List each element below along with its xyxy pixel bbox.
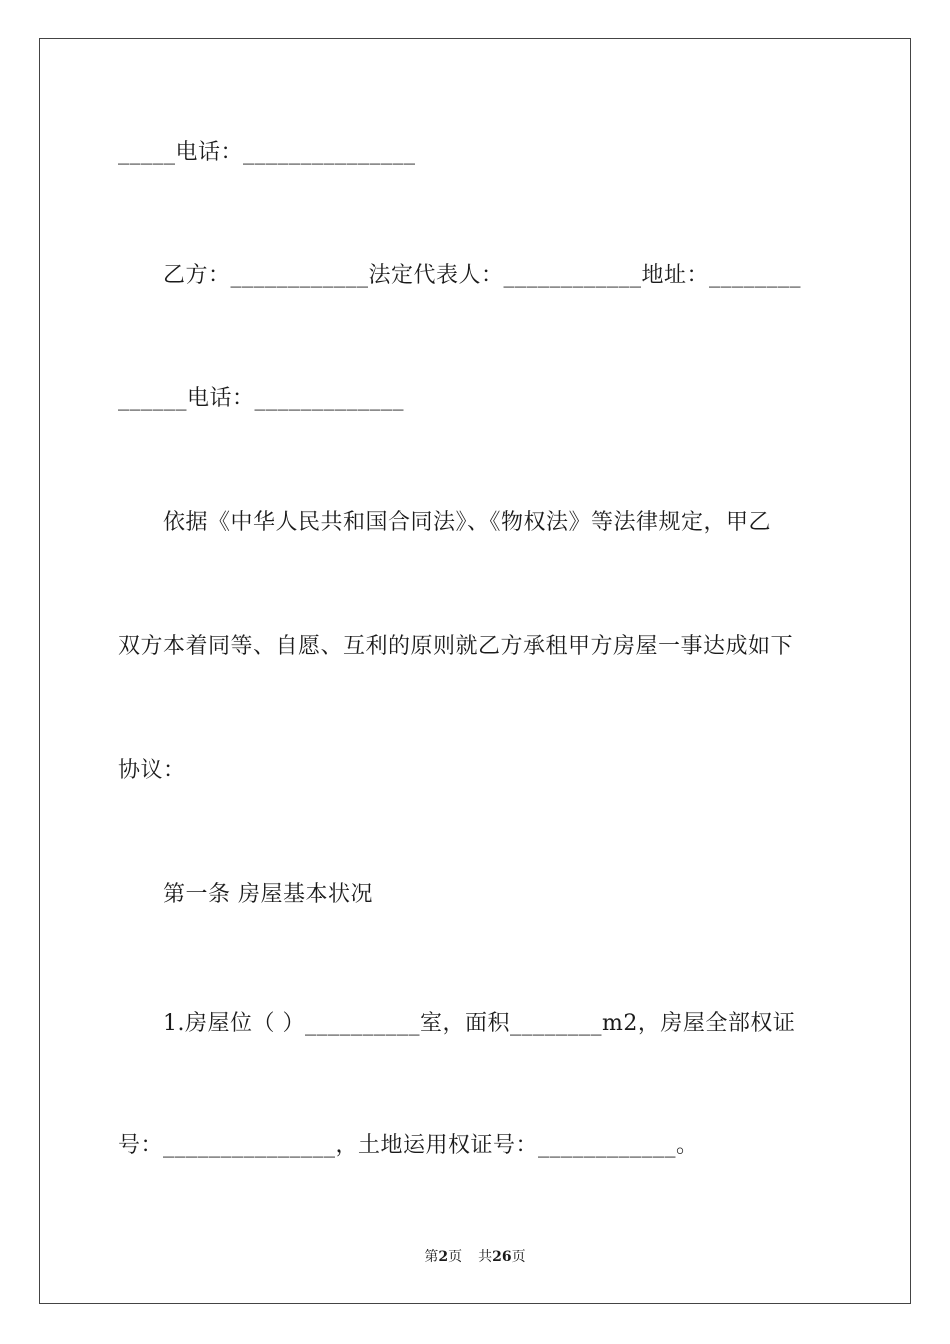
footer-total-suffix: 页 xyxy=(511,1249,526,1265)
footer-total-prefix: 共 xyxy=(478,1249,493,1265)
article-one-heading: 第一条 房屋基本状况 xyxy=(163,882,373,907)
footer-page-number: 2 xyxy=(438,1249,449,1265)
clause-1-line-1: 1.房屋位（ ）__________室，面积________m2，房屋全部权证 xyxy=(163,1011,796,1036)
footer-page-suffix: 页 xyxy=(448,1249,463,1265)
footer-total-pages: 26 xyxy=(492,1249,512,1265)
page-footer xyxy=(0,1247,950,1267)
page-border xyxy=(39,38,911,1304)
footer-prefix: 第 xyxy=(424,1249,439,1265)
clause-1-line-2: 号：_______________，土地运用权证号：____________。 xyxy=(118,1133,699,1158)
line-phone-party-a: _____电话：_______________ xyxy=(118,140,416,165)
line-phone-party-b: ______电话：_____________ xyxy=(118,386,405,411)
paragraph-basis-line-3: 协议： xyxy=(118,758,186,783)
paragraph-basis-line-2: 双方本着同等、自愿、互利的原则就乙方承租甲方房屋一事达成如下 xyxy=(118,634,794,659)
line-party-b: 乙方：____________法定代表人：____________地址：________ xyxy=(163,263,802,288)
paragraph-basis-line-1: 依据《中华人民共和国合同法》、《物权法》等法律规定，甲乙 xyxy=(163,510,772,535)
